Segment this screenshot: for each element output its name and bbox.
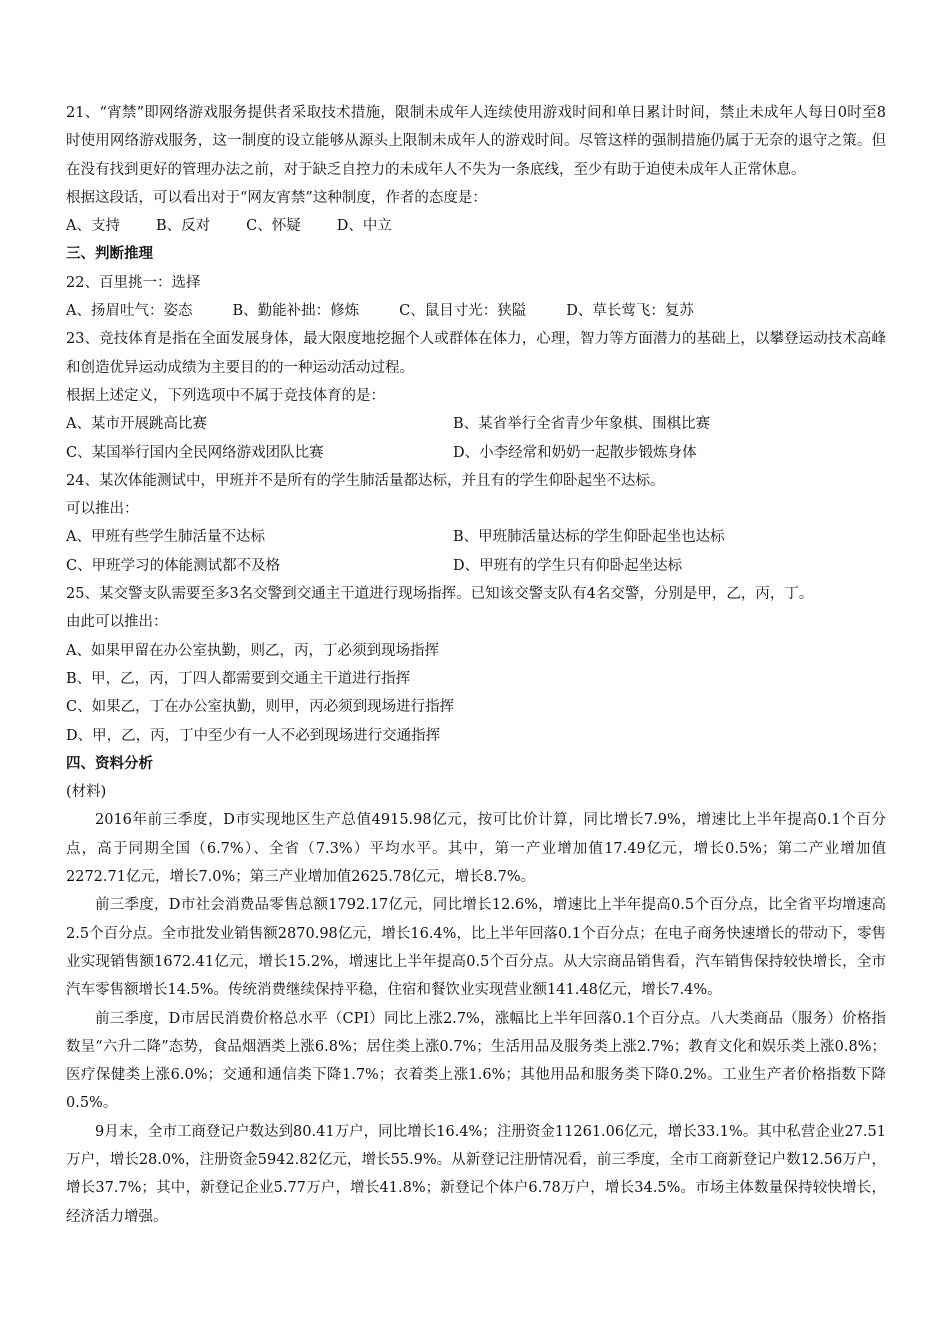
q23-option-d: D、小李经常和奶奶一起散步锻炼身体 [453,444,697,461]
q25-stem: 25、某交警支队需要至多3名交警到交通主干道进行现场指挥。已知该交警支队有4名交警，分别是甲，乙，丙，丁。 [66,586,814,603]
q25-option-d: D、甲，乙，丙，丁中至少有一人不必到现场进行交通指挥 [66,727,441,744]
q23-option-a: A、某市开展跳高比赛 [66,416,207,433]
q23-option-c: C、某国举行国内全民网络游戏团队比赛 [66,444,324,461]
material-paragraph-4: 9月末，全市工商登记户数达到80.41万户，同比增长16.4%；注册资金11261.06亿元，增长33.1%。其中私营企业27.51万户，增长28.0%，注册资金5942.82亿元，增长55.9%。从新登记注册情况看，前三季度，全市工商新登记户数12.56万户，增长37.7%；其中，新登记企业5.77万户，增长41.8%；新登记个体户6.78万户，增长34.5%。市场主体数量保持较快增长，经济活力增强。 [66,1123,886,1225]
q22-stem: 22、百里挑一：选择 [66,274,201,291]
q24-option-c: C、甲班学习的体能测试都不及格 [66,557,281,574]
q24-option-b: B、甲班肺活量达标的学生仰卧起坐也达标 [453,529,725,546]
q22-option-a: A、扬眉吐气：姿态 [66,303,193,320]
q22-option-d: D、草长莺飞：复苏 [566,303,694,320]
q24-options-row-2 [66,552,886,580]
q21-stem: 21、“宵禁”即网络游戏服务提供者采取技术措施，限制未成年人连续使用游戏时间和单日累计时间，禁止未成年人每日0时至8时使用网络游戏服务，这一制度的设立能够从源头上限制未成年人的游戏时间。尽管这样的强制措施仍属于无奈的退守之策。但在没有找到更好的管理办法之前，对于缺乏自控力的未成年人不失为一条底线，至少有助于迫使未成年人正常休息。 [66,105,886,178]
q23-options-row-1 [66,410,886,438]
material-paragraph-2: 前三季度，D市社会消费品零售总额1792.17亿元，同比增长12.6%，增速比上半年提高0.5个百分点，比全省平均增速高2.5个百分点。全市批发业销售额2870.98亿元，增长16.4%，比上半年回落0.1个百分点；在电子商务快速增长的带动下，零售业实现销售额1672.41亿元，增长15.2%，增速比上半年提高0.5个百分点。从大宗商品销售看，汽车销售保持较快增长，全市汽车零售额增长14.5%。传统消费继续保持平稳，住宿和餐饮业实现营业额141.48亿元，增长7.4%。 [66,897,886,999]
q22-options [66,297,886,325]
q24-question: 可以推出： [66,501,139,518]
q24-option-d: D、甲班有的学生只有仰卧起坐达标 [453,557,683,574]
q25-option-b: B、甲，乙，丙，丁四人都需要到交通主干道进行指挥 [66,670,411,687]
q25-option-c: C、如果乙，丁在办公室执勤，则甲，丙必须到现场进行指挥 [66,699,455,716]
q24-option-a: A、甲班有些学生肺活量不达标 [66,529,265,546]
q22-option-c: C、鼠目寸光：狭隘 [399,303,527,320]
q23-options-row-2 [66,439,886,467]
section-heading-3: 三、判断推理 [66,245,153,263]
q23-question: 根据上述定义，下列选项中不属于竞技体育的是： [66,387,385,404]
q23-option-b: B、某省举行全省青少年象棋、围棋比赛 [453,416,711,433]
material-label: (材料) [66,784,107,801]
q25-question: 由此可以推出： [66,614,168,631]
q22-option-b: B、勤能补拙：修炼 [232,303,360,320]
q24-stem: 24、某次体能测试中，甲班并不是所有的学生肺活量都达标，并且有的学生仰卧起坐不达标。 [66,472,665,489]
material-paragraph-3: 前三季度，D市居民消费价格总水平（CPI）同比上涨2.7%，涨幅比上半年回落0.1个百分点。八大类商品（服务）价格指数呈“六升二降”态势，食品烟酒类上涨6.8%；居住类上涨0.7%；生活用品及服务类上涨2.7%；教育文化和娱乐类上涨0.8%；医疗保健类上涨6.0%；交通和通信类下降1.7%；衣着类上涨1.6%；其他用品和服务类下降0.2%。工业生产者价格指数下降0.5%。 [66,1010,886,1112]
q21-option-d: D、中立 [336,218,392,235]
q21-option-a: A、支持 [66,218,120,235]
q25-option-a: A、如果甲留在办公室执勤，则乙，丙，丁必须到现场指挥 [66,642,439,659]
q21-question: 根据这段话，可以看出对于“网友宵禁”这种制度，作者的态度是： [66,189,487,206]
material-paragraph-1: 2016年前三季度，D市实现地区生产总值4915.98亿元，按可比价计算，同比增长7.9%，增速比上半年提高0.1个百分点，高于同期全国（6.7%）、全省（7.3%）平均水平。其中，第一产业增加值17.49亿元，增长0.5%；第二产业增加值2272.71亿元，增长7.0%；第三产业增加值2625.78亿元，增长8.7%。 [66,812,886,886]
q21-option-c: C、怀疑 [246,218,301,235]
q21-options [66,212,886,240]
section-heading-4: 四、资料分析 [66,754,153,772]
q23-stem: 23、竞技体育是指在全面发展身体，最大限度地挖掘个人或群体在体力，心理，智力等方面潜力的基础上，以攀登运动技术高峰和创造优异运动成绩为主要目的的一种运动活动过程。 [66,331,886,376]
q21-option-b: B、反对 [155,218,211,235]
q24-options-row-1 [66,523,886,551]
